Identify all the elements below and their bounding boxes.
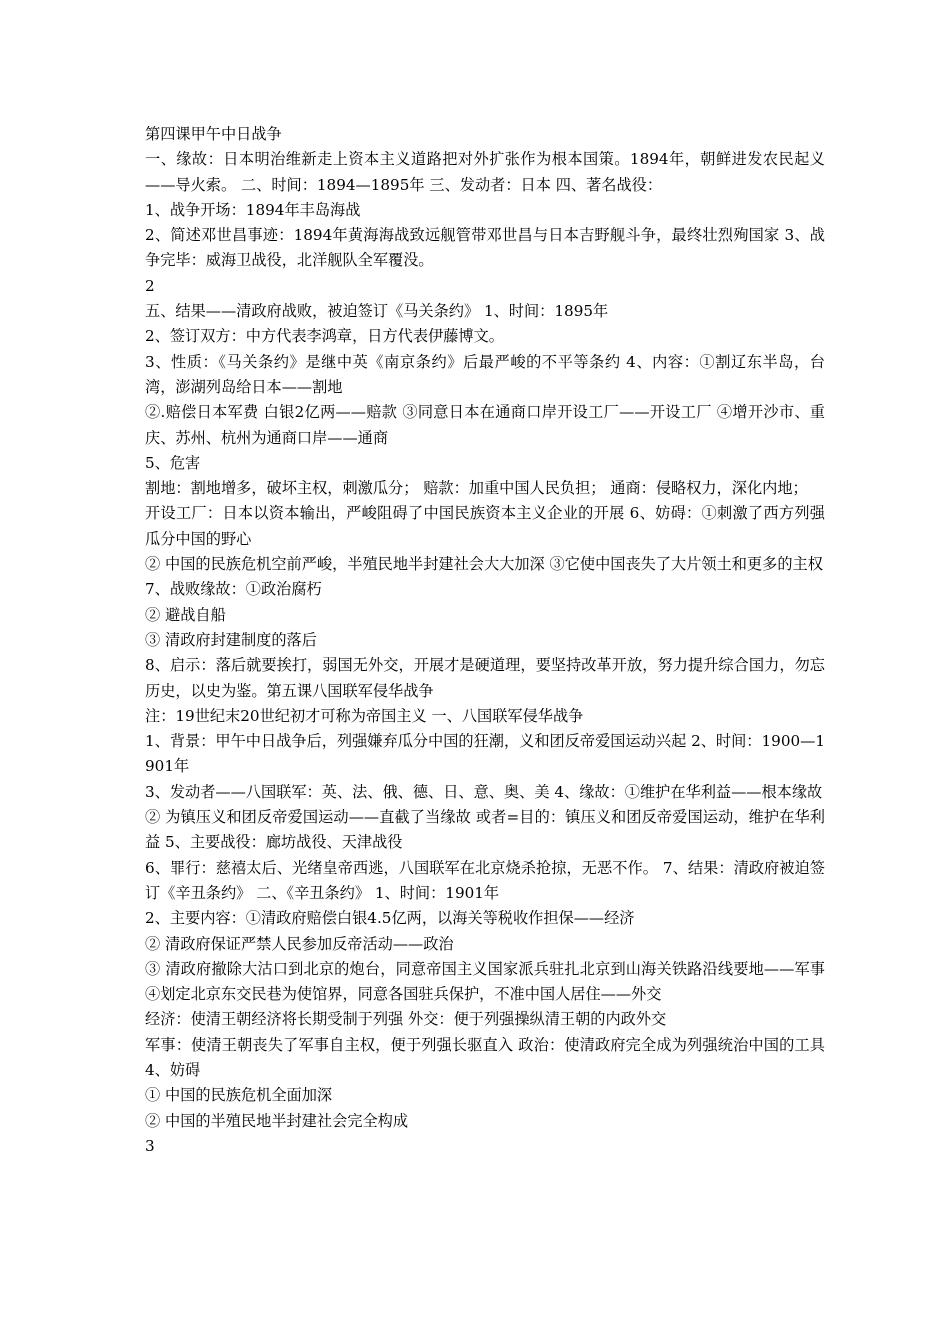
paragraph: ② 清政府保证严禁人民参加反帝活动——政治 <box>145 934 454 953</box>
paragraph: 经济：使清王朝经济将长期受制于列强 外交：便于列强操纵清王朝的内政外交 <box>145 1010 667 1029</box>
paragraph: ③ 清政府撤除大沽口到北京的炮台，同意帝国主义国家派兵驻扎北京到山海关铁路沿线要地——军事 ④划定北京东交民巷为使馆界，同意各国驻兵保护，不准中国人居住——外交 <box>145 959 825 1004</box>
paragraph: ② 为镇压义和团反帝爱国运动——直截了当缘故 或者=目的：镇压义和团反帝爱国运动，维护在华利益 5、主要战役：廊坊战役、天津战役 <box>145 808 825 852</box>
paragraph: 3、发动者——八国联军：英、法、俄、德、日、意、奥、美 4、缘故：①维护在华利益——根本缘故 <box>145 782 823 801</box>
paragraph: 3、性质：《马关条约》是继中英《南京条约》后最严峻的不平等条约 4、内容：①割辽东半岛，台湾，澎湖列岛给日本——割地 <box>145 352 825 396</box>
page-number: 3 <box>145 1136 155 1155</box>
paragraph: ② 中国的民族危机空前严峻，半殖民地半封建社会大大加深 ③它使中国丧失了大片领土和更多的主权 <box>145 555 823 574</box>
paragraph: 军事：使清王朝丧失了军事自主权，便于列强长驱直入 政治：使清政府完全成为列强统治中国的工具 4、妨碍 <box>145 1035 825 1079</box>
paragraph: ② 中国的半殖民地半封建社会完全构成 <box>145 1111 409 1130</box>
paragraph: 2、简述邓世昌事迹：1894年黄海海战致远舰管带邓世昌与日本吉野舰斗争，最终壮烈殉国家 3、战争完毕：威海卫战役，北洋舰队全军覆没。 <box>145 226 825 270</box>
paragraph: ③ 清政府封建制度的落后 <box>145 630 317 649</box>
paragraph: ②.赔偿日本军费 白银2亿两——赔款 ③同意日本在通商口岸开设工厂——开设工厂 ④增开沙市、重庆、苏州、杭州为通商口岸——通商 <box>145 403 825 447</box>
paragraph: 1、背景：甲午中日战争后，列强嫌弃瓜分中国的狂潮，义和团反帝爱国运动兴起 2、时间：1900—1901年 <box>145 732 825 776</box>
paragraph: 注：19世纪末20世纪初才可称为帝国主义 一、八国联军侵华战争 <box>145 706 584 725</box>
lesson-title: 第四课甲午中日战争 <box>145 125 282 143</box>
paragraph: 5、危害 <box>145 453 201 472</box>
paragraph: 6、罪行：慈禧太后、光绪皇帝西逃，八国联军在北京烧杀抢掠，无恶不作。 7、结果：清政府被迫签订《辛丑条约》 二、《辛丑条约》 1、时间：1901年 <box>145 858 825 902</box>
paragraph: 2、主要内容：①清政府赔偿白银4.5亿两，以海关等税收作担保——经济 <box>145 909 635 928</box>
paragraph: 割地：割地增多，破坏主权，刺激瓜分； 赔款：加重中国人民负担； 通商：侵略权力，深化内地； <box>145 479 808 498</box>
paragraph: 8、启示：落后就要挨打，弱国无外交，开展才是硬道理，要坚持改革开放，努力提升综合国力，勿忘历史，以史为鉴。第五课八国联军侵华战争 <box>145 656 825 700</box>
paragraph: 五、结果——清政府战败，被迫签订《马关条约》 1、时间：1895年 <box>145 302 609 321</box>
paragraph: 1、战争开场：1894年丰岛海战 <box>145 200 361 219</box>
paragraph: 7、战败缘故：①政治腐朽 <box>145 580 322 599</box>
paragraph: 开设工厂：日本以资本输出，严峻阻碍了中国民族资本主义企业的开展 6、妨碍：①刺激了西方列强瓜分中国的野心 <box>145 504 825 548</box>
document-body <box>145 122 825 1159</box>
paragraph: 一、缘故：日本明治维新走上资本主义道路把对外扩张作为根本国策。1894年，朝鲜进发农民起义——导火索。 二、时间：1894—1895年 三、发动者：日本 四、著名战役： <box>145 150 825 194</box>
paragraph: 2、签订双方：中方代表李鸿章，日方代表伊藤博文。 <box>145 327 504 346</box>
page-number: 2 <box>145 276 155 295</box>
paragraph: ① 中国的民族危机全面加深 <box>145 1086 333 1105</box>
paragraph: ② 避战自船 <box>145 605 226 624</box>
